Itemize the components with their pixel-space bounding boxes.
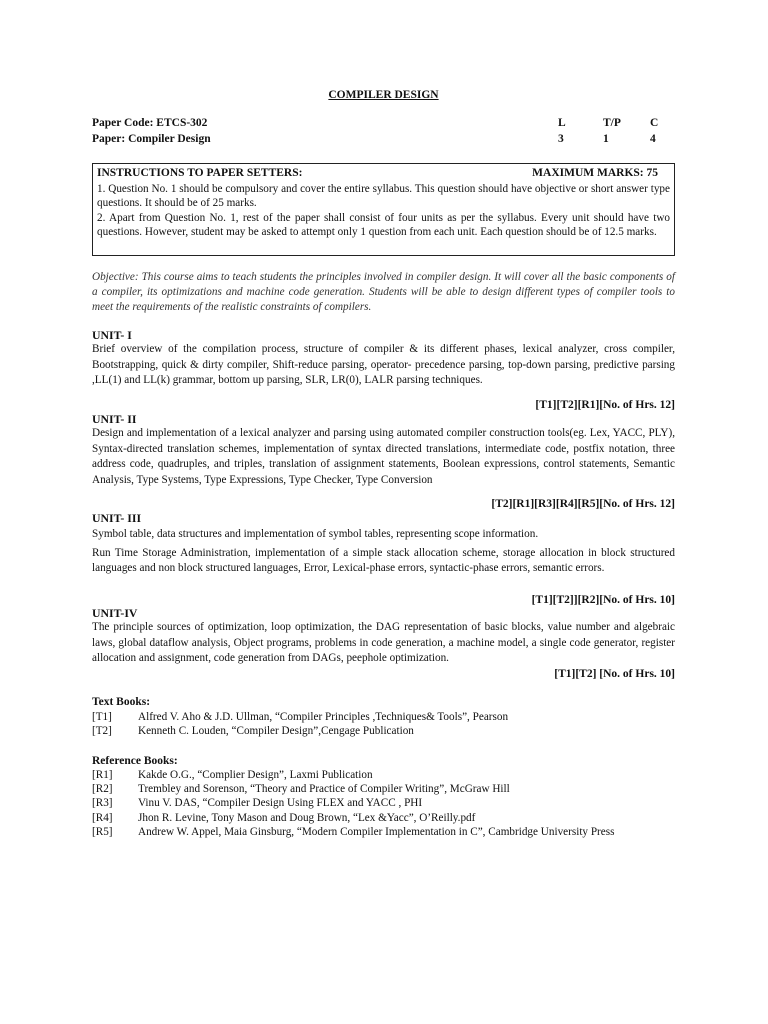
instructions-box bbox=[92, 163, 675, 256]
lecture-value: 3 bbox=[558, 133, 564, 145]
unit-1-heading: UNIT- I bbox=[92, 328, 132, 342]
unit-3-heading: UNIT- III bbox=[92, 511, 142, 525]
unit-2-content bbox=[92, 426, 675, 488]
lecture-header: L bbox=[558, 117, 566, 129]
reference-books-list bbox=[92, 768, 675, 839]
book-code: [R4] bbox=[92, 811, 113, 824]
reference-book-item bbox=[92, 796, 675, 810]
book-code: [R5] bbox=[92, 825, 113, 838]
instruction-point: 1. Question No. 1 should be compulsory and cover the entire syllabus. This question should have objective or short answer type questions. It should be of 25 marks. bbox=[97, 183, 670, 210]
text-book-item bbox=[92, 710, 675, 724]
reference-books-heading: Reference Books: bbox=[92, 755, 178, 767]
book-citation: Kenneth C. Louden, “Compiler Design”,Cengage Publication bbox=[138, 725, 414, 738]
unit-4-paragraph: The principle sources of optimization, loop optimization, the DAG representation of basic blocks, value number and algebraic laws, global dataflow analysis, Object programs, problems in code generation, a machine model, a single code generator, register allocation and assignment, code generation from DAGs, peephole optimization. bbox=[92, 621, 675, 664]
book-citation: Vinu V. DAS, “Compiler Design Using FLEX and YACC , PHI bbox=[138, 797, 423, 810]
book-code: [T1] bbox=[92, 711, 112, 723]
credits-value: 4 bbox=[650, 133, 656, 145]
unit-1-content bbox=[92, 342, 675, 389]
book-citation: Trembley and Sorenson, “Theory and Practice of Compiler Writing”, McGraw Hill bbox=[138, 783, 510, 796]
unit-1-hours: [T1][T2][R1][No. of Hrs. 12] bbox=[535, 399, 675, 411]
unit-4-heading: UNIT-IV bbox=[92, 606, 138, 620]
document-title bbox=[92, 88, 675, 103]
course-objective: Objective: This course aims to teach students the principles involved in compiler design. It will cover all the basic components of a compiler, its optimizations and machine code generation. Students will be able to design different types of compiler tools to meet the requirements of the realistic constraints of compilers. bbox=[92, 271, 675, 313]
instructions-heading: INSTRUCTIONS TO PAPER SETTERS: bbox=[97, 167, 303, 179]
book-citation: Andrew W. Appel, Maia Ginsburg, “Modern Compiler Implementation in C”, Cambridge University Press bbox=[138, 825, 615, 838]
text-books-list bbox=[92, 710, 675, 738]
paper-code-label: Paper Code: ETCS-302 bbox=[92, 117, 208, 129]
unit-3-paragraph: Symbol table, data structures and implementation of symbol tables, representing scope information. bbox=[92, 528, 539, 540]
book-citation: Jhon R. Levine, Tony Mason and Doug Brown, “Lex &Yacc”, O’Reilly.pdf bbox=[138, 811, 476, 824]
unit-2-heading: UNIT- II bbox=[92, 412, 137, 426]
unit-3-content bbox=[92, 527, 675, 577]
unit-3-paragraph: Run Time Storage Administration, implementation of a simple stack allocation scheme, storage allocation in block structured languages and non block structured languages, Error, Lexical-phase errors, syntactic-phase errors, semantic errors. bbox=[92, 546, 675, 574]
book-code: [R3] bbox=[92, 797, 113, 810]
book-code: [T2] bbox=[92, 725, 112, 738]
reference-book-item bbox=[92, 782, 675, 796]
unit-4-content bbox=[92, 620, 675, 667]
book-citation: Kakde O.G., “Complier Design”, Laxmi Publication bbox=[138, 769, 373, 781]
instructions-header bbox=[97, 166, 670, 182]
book-citation: Alfred V. Aho & J.D. Ullman, “Compiler Principles ,Techniques& Tools”, Pearson bbox=[138, 711, 509, 723]
paper-name-label: Paper: Compiler Design bbox=[92, 133, 211, 145]
unit-2-hours: [T2][R1][R3][R4][R5][No. of Hrs. 12] bbox=[491, 498, 675, 510]
tutorial-practical-value: 1 bbox=[603, 133, 609, 145]
maximum-marks: MAXIMUM MARKS: 75 bbox=[532, 167, 658, 179]
reference-book-item bbox=[92, 825, 675, 839]
unit-3-hours: [T1][T2]][R2][No. of Hrs. 10] bbox=[531, 594, 675, 606]
reference-book-item bbox=[92, 768, 675, 782]
credits-header: C bbox=[650, 117, 659, 129]
book-code: [R1] bbox=[92, 769, 113, 781]
instruction-point: 2. Apart from Question No. 1, rest of the paper shall consist of four units as per the syllabus. Every unit should have two questions. However, student may be asked to attempt only 1 question from each unit. Each question should be of 12.5 marks. bbox=[97, 211, 670, 239]
book-code: [R2] bbox=[92, 783, 113, 796]
unit-4-hours: [T1][T2] [No. of Hrs. 10] bbox=[554, 668, 675, 680]
unit-2-paragraph: Design and implementation of a lexical analyzer and parsing using automated compiler construction tools(eg. Lex, YACC, PLY), Syntax-directed translation schemes, implementation of syntax directed translations, intermediate code, postfix notation, three address code, quadruples, and triples, translation of assignment statements, Boolean expressions, control statements, Semantic Analysis, Type Systems, Type Expressions, Type Checker, Type Conversion bbox=[92, 427, 675, 486]
text-books-heading: Text Books: bbox=[92, 696, 151, 708]
unit-1-paragraph: Brief overview of the compilation process, structure of compiler & its different phases, lexical analyzer, cross compiler, Bootstrapping, quick & dirty compiler, Shift-reduce parsing, operator- precedence parsing, top-down parsing, predictive parsing ,LL(1) and LL(k) grammar, bottom up parsing, SLR, LR(0), LALR parsing techniques. bbox=[92, 343, 675, 386]
reference-book-item bbox=[92, 811, 675, 825]
tutorial-practical-header: T/P bbox=[603, 117, 621, 129]
document-title-text: COMPILER DESIGN bbox=[328, 89, 439, 101]
text-book-item bbox=[92, 724, 675, 738]
